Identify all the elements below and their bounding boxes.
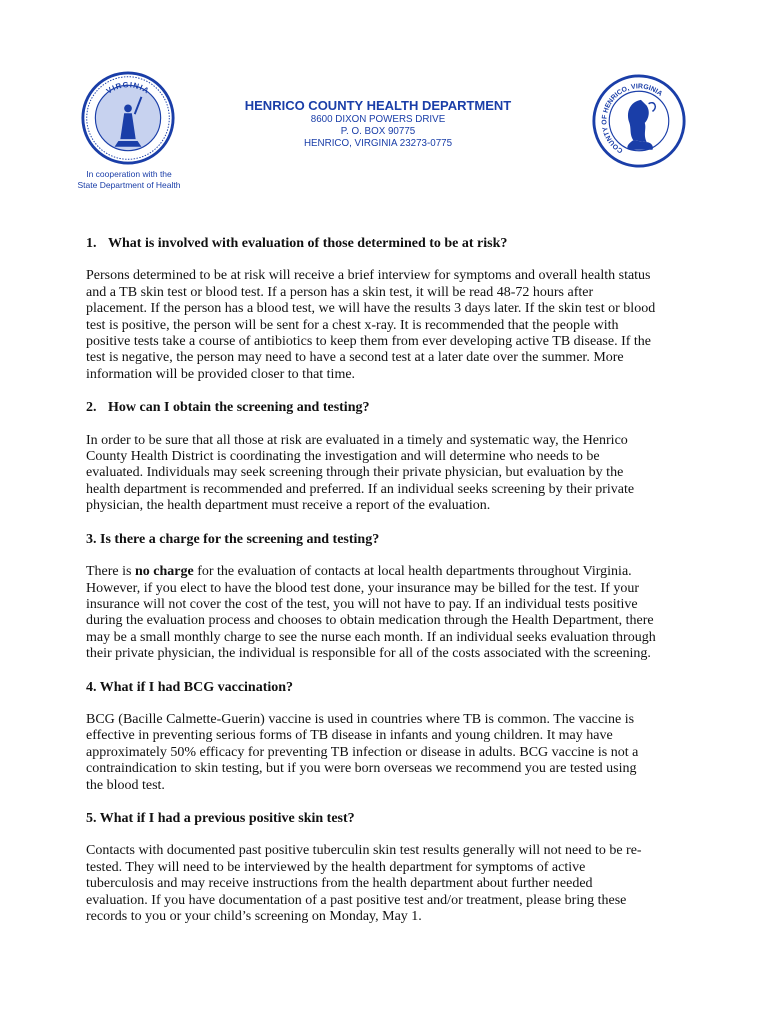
answer-text: There is (86, 564, 135, 580)
question-number: 1. (86, 236, 97, 251)
address-po-box: P. O. BOX 90775 (340, 126, 416, 137)
seal-lettering: VIRGINIA (104, 80, 152, 96)
question-heading: 5. What if I had a previous positive skin test? (86, 810, 355, 826)
address-city: HENRICO, VIRGINIA 23273-0775 (303, 138, 453, 149)
question-text: How can I obtain the screening and testing? (108, 400, 370, 416)
question-text: What is involved with evaluation of those determined to be at risk? (108, 236, 508, 251)
answer-text: for the evaluation of contacts at local health departments throughout Virginia. However, if you elect to have the blood test done, your insurance may be billed for the test. If your insurance will not cover the cost of the test, you will not have to pay. If an individual tests positive during the evaluation process and chooses to obtain medication through the Health Department, there may be a small monthly charge to see the nurse each month. If an individual seeks evaluation through their private physician, the individual is responsible for all of the costs associated with the screening. (86, 564, 656, 662)
cooperation-line-2: State Department of Health (77, 179, 181, 190)
cooperation-note (64, 169, 194, 190)
question-heading (86, 400, 656, 416)
question-heading (86, 236, 656, 252)
seal-lettering: COUNTY OF HENRICO, VIRGINIA (601, 83, 664, 154)
answer-paragraph: Persons determined to be at risk will receive a brief interview for symptoms and overall health status and a TB skin test or blood test. If a person has a skin test, it will be read 48-72 hours after placement. If the person has a blood test, we will have the results 3 days later. If the skin test or blood test is positive, the person will be sent for a chest x-ray. It is recommended that the people with positive tests take a course of antibiotics to keep them from ever developing active TB disease. If the test is negative, the person may need to have a second test at a later date over the summer. More information will be provided closer to that time. (86, 268, 656, 382)
emphasis-text: no charge (134, 564, 194, 580)
organization-name: HENRICO COUNTY HEALTH DEPARTMENT (244, 98, 512, 113)
answer-paragraph: In order to be sure that all those at risk are evaluated in a timely and systematic way, the Henrico County Health District is coordinating the investigation and will determine who needs to be evaluated. Individuals may seek screening through their private physician, but evaluation by the health department is recommended and preferred. If an individual seeks screening by their private physician, the health department must receive a report of the evaluation. (86, 432, 635, 514)
document-body (86, 236, 656, 942)
answer-paragraph (86, 564, 656, 662)
answer-paragraph: BCG (Bacille Calmette-Guerin) vaccine is used in countries where TB is common. The vaccine is effective in preventing serious forms of TB disease in infants and young children. It may have approximately 50% efficacy for preventing TB infection or disease in adults. BCG vaccine is not a contraindication to skin testing, but if you were born overseas we recommend you are tested using the blood test. (86, 711, 639, 793)
question-heading: 3. Is there a charge for the screening and testing? (86, 531, 380, 547)
henrico-county-seal-icon (591, 73, 687, 169)
letterhead (210, 98, 546, 150)
address-street: 8600 DIXON POWERS DRIVE (310, 114, 446, 125)
question-heading: 4. What if I had BCG vaccination? (86, 679, 294, 695)
question-number: 2. (86, 400, 97, 416)
answer-paragraph: Contacts with documented past positive tuberculin skin test results generally will not need to be re-tested. They will need to be interviewed by the health department for symptoms of active tuberculosis and may receive instructions from the health department about further needed evaluation. If you have documentation of a past positive test and/or treatment, please bring these records to you or your child’s screening on Monday, May 1. (86, 843, 642, 924)
virginia-seal-icon (80, 70, 176, 166)
cooperation-line-1: In cooperation with the (86, 169, 172, 179)
